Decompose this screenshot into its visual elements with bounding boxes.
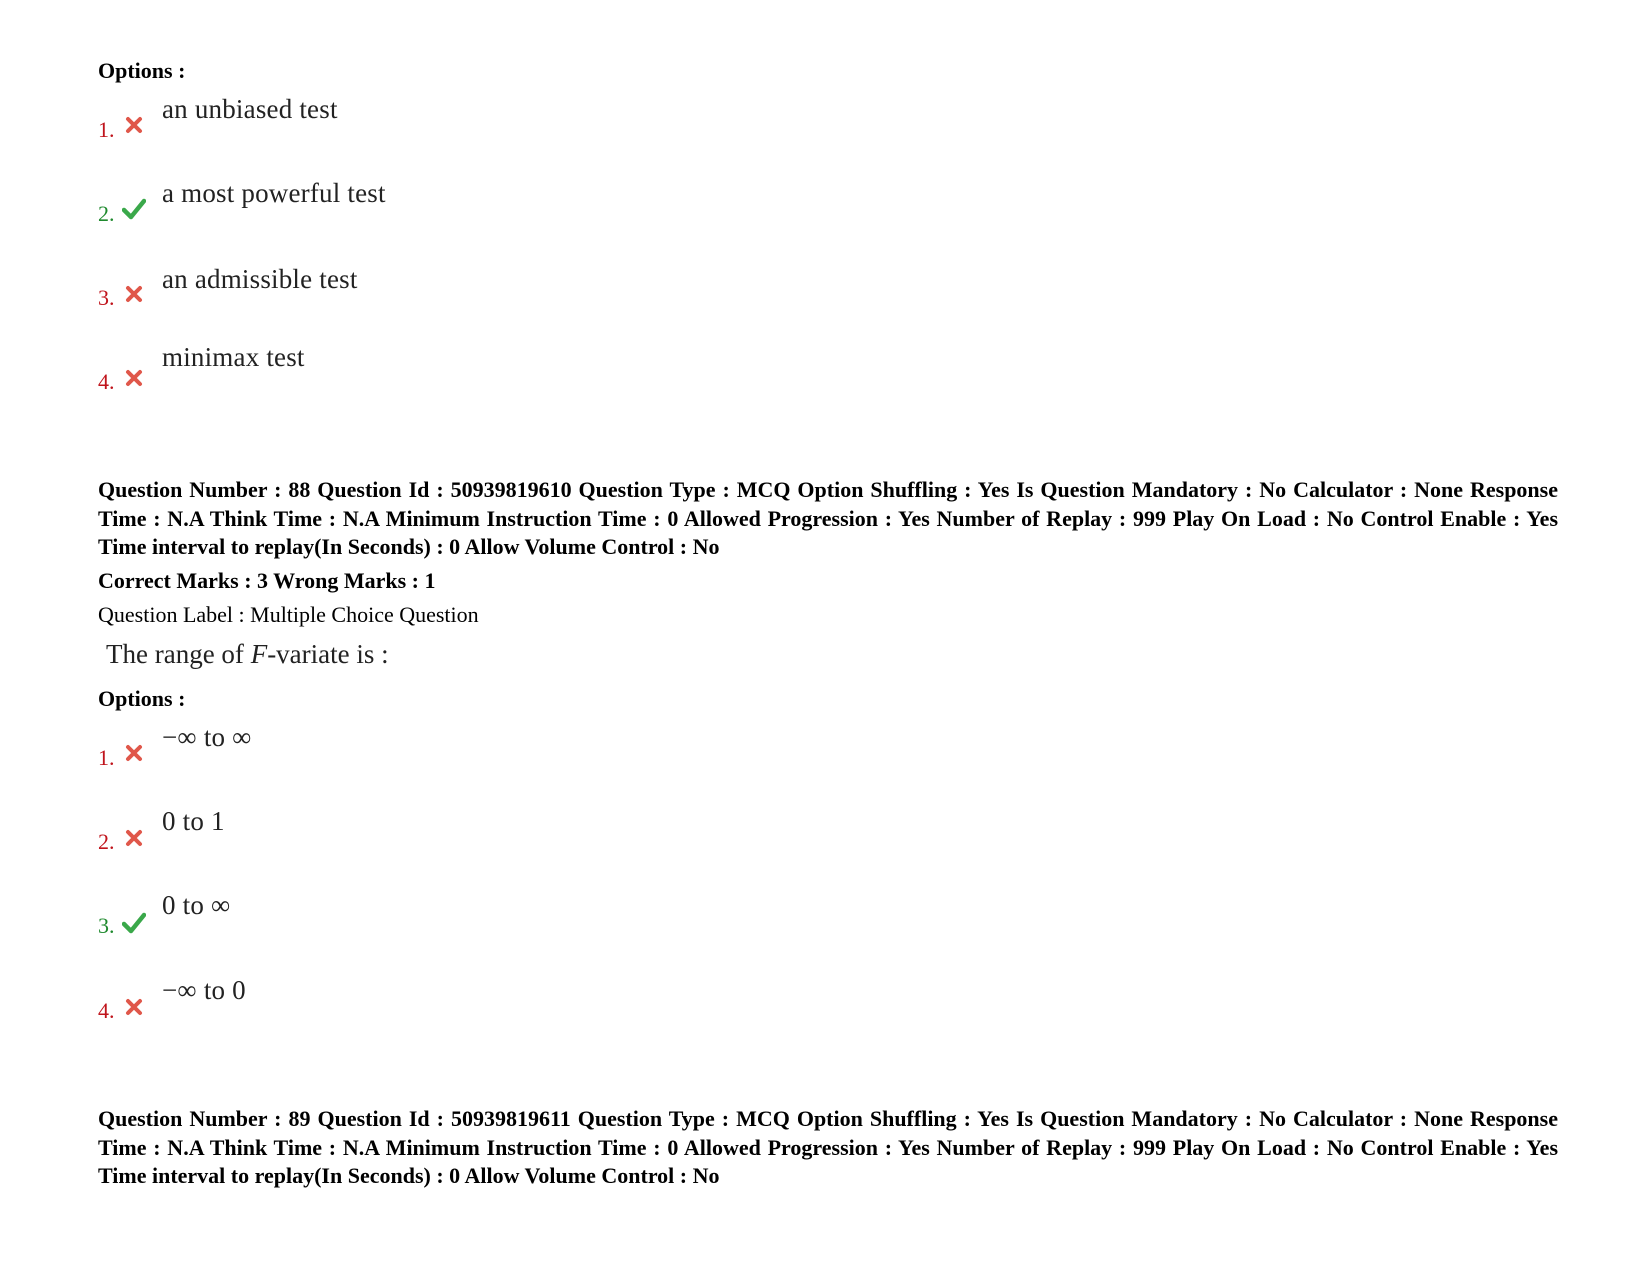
options-heading: Options : (98, 686, 186, 711)
cross-icon (125, 369, 143, 387)
option-number: 2. (98, 829, 115, 854)
cross-icon (125, 744, 143, 762)
options-heading: Options : (98, 58, 186, 83)
cross-icon (125, 285, 143, 303)
option-number: 1. (98, 117, 115, 142)
option-text: minimax test (162, 342, 305, 372)
option-number: 1. (98, 745, 115, 770)
option-text: a most powerful test (162, 178, 386, 208)
option-number: 3. (98, 285, 115, 310)
option-text: 0 to ∞ (162, 890, 231, 920)
option-text: −∞ to ∞ (162, 722, 252, 752)
check-icon (122, 198, 146, 220)
option-number: 4. (98, 998, 115, 1023)
cross-icon (125, 116, 143, 134)
option-text: 0 to 1 (162, 806, 225, 836)
option-text: an unbiased test (162, 94, 338, 124)
option-number: 4. (98, 369, 115, 394)
question-meta: Question Number : 88 Question Id : 50939819610 Question Type : MCQ Option Shuffling : Yes Is Question Mandatory : No Calculator : None Response Time : N.A Think Time : N.A Minimum Instruction Time : 0 Allowed Progression : Yes Number of Replay : 999 Play On Load : No Control Enable : Yes Time interval to replay(In Seconds) : 0 Allow Volume Control : No (98, 477, 1558, 559)
option-number: 3. (98, 913, 115, 938)
question-label: Question Label : Multiple Choice Question (98, 602, 479, 627)
option-text: an admissible test (162, 264, 358, 294)
question-text: The range of F-variate is : (106, 639, 389, 669)
cross-icon (125, 998, 143, 1016)
question-variable: F (250, 639, 268, 669)
question-marks: Correct Marks : 3 Wrong Marks : 1 (98, 568, 436, 593)
option-number: 2. (98, 201, 115, 226)
cross-icon (125, 829, 143, 847)
question-meta: Question Number : 89 Question Id : 50939819611 Question Type : MCQ Option Shuffling : Yes Is Question Mandatory : No Calculator : None Response Time : N.A Think Time : N.A Minimum Instruction Time : 0 Allowed Progression : Yes Number of Replay : 999 Play On Load : No Control Enable : Yes Time interval to replay(In Seconds) : 0 Allow Volume Control : No (98, 1106, 1558, 1188)
check-icon (122, 912, 146, 934)
option-text: −∞ to 0 (162, 975, 246, 1005)
